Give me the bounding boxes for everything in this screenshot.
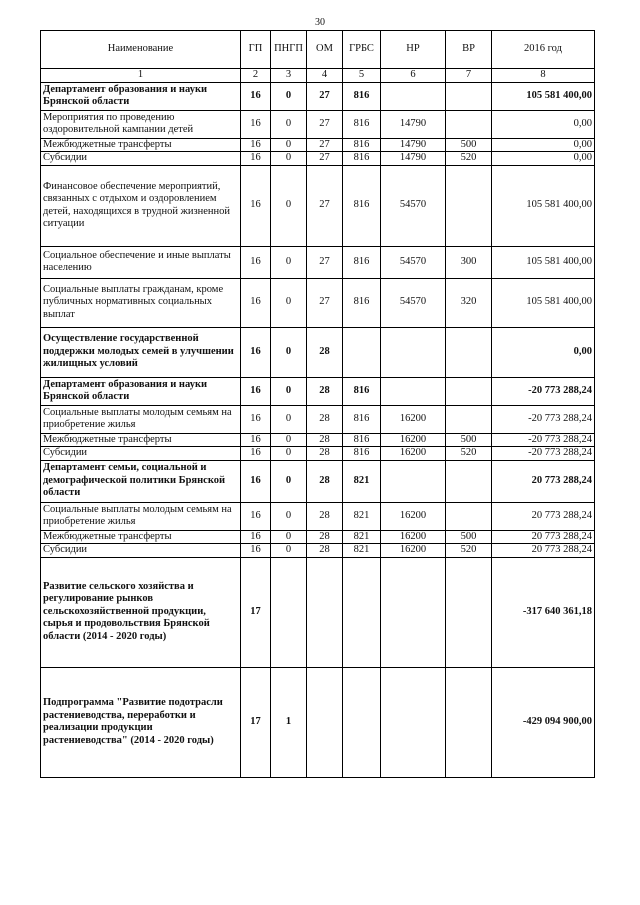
row-grbs: 821 (343, 502, 381, 530)
row-name: Социальное обеспечение и иные выплаты населению (41, 246, 241, 278)
row-name: Межбюджетные трансферты (41, 433, 241, 447)
row-gp: 16 (241, 246, 271, 278)
row-grbs: 816 (343, 377, 381, 405)
row-nr: 14790 (381, 138, 446, 152)
row-vr: 520 (446, 544, 492, 558)
table-row (41, 377, 595, 405)
row-name: Межбюджетные трансферты (41, 138, 241, 152)
col-header-name: Наименование (41, 31, 241, 69)
row-pngp: 0 (271, 460, 307, 502)
table-row (41, 82, 595, 110)
row-pngp: 0 (271, 82, 307, 110)
col-number: 2 (241, 69, 271, 83)
row-om: 28 (307, 405, 343, 433)
row-name: Межбюджетные трансферты (41, 530, 241, 544)
row-om (307, 667, 343, 777)
row-amount: 20 773 288,24 (492, 460, 595, 502)
row-om: 27 (307, 165, 343, 246)
row-name: Осуществление государственной поддержки молодых семей в улучшении жилищных условий (41, 327, 241, 377)
row-amount: -20 773 288,24 (492, 405, 595, 433)
row-nr (381, 460, 446, 502)
row-pngp: 0 (271, 152, 307, 166)
row-grbs: 821 (343, 530, 381, 544)
row-vr (446, 502, 492, 530)
row-nr: 16200 (381, 405, 446, 433)
table-row (41, 530, 595, 544)
row-vr: 500 (446, 530, 492, 544)
table-row (41, 447, 595, 461)
row-om: 27 (307, 278, 343, 327)
row-vr (446, 82, 492, 110)
row-vr (446, 165, 492, 246)
row-nr: 16200 (381, 544, 446, 558)
col-header-grbs: ГРБС (343, 31, 381, 69)
row-pngp: 1 (271, 667, 307, 777)
row-om: 28 (307, 460, 343, 502)
table-row (41, 667, 595, 777)
row-nr: 54570 (381, 165, 446, 246)
row-grbs: 816 (343, 110, 381, 138)
row-nr: 14790 (381, 152, 446, 166)
col-number: 4 (307, 69, 343, 83)
row-pngp: 0 (271, 138, 307, 152)
row-amount: -317 640 361,18 (492, 557, 595, 667)
row-pngp: 0 (271, 246, 307, 278)
row-gp: 16 (241, 405, 271, 433)
col-header-pngp: ПНГП (271, 31, 307, 69)
row-nr: 16200 (381, 433, 446, 447)
row-nr (381, 557, 446, 667)
table-row (41, 138, 595, 152)
row-amount: 0,00 (492, 110, 595, 138)
row-gp: 16 (241, 460, 271, 502)
row-grbs: 816 (343, 82, 381, 110)
row-vr (446, 405, 492, 433)
row-gp: 16 (241, 110, 271, 138)
row-om: 28 (307, 447, 343, 461)
row-amount: -20 773 288,24 (492, 447, 595, 461)
row-name: Департамент семьи, социальной и демографической политики Брянской области (41, 460, 241, 502)
row-name: Департамент образования и науки Брянской области (41, 82, 241, 110)
row-gp: 16 (241, 447, 271, 461)
table-row (41, 110, 595, 138)
row-gp: 17 (241, 557, 271, 667)
row-grbs: 816 (343, 152, 381, 166)
row-pngp: 0 (271, 278, 307, 327)
row-vr: 320 (446, 278, 492, 327)
col-header-gp: ГП (241, 31, 271, 69)
row-grbs: 816 (343, 246, 381, 278)
row-pngp: 0 (271, 433, 307, 447)
table-row (41, 405, 595, 433)
row-gp: 16 (241, 502, 271, 530)
row-vr (446, 667, 492, 777)
col-header-nr: НР (381, 31, 446, 69)
row-amount: 0,00 (492, 138, 595, 152)
table-row (41, 165, 595, 246)
col-number: 6 (381, 69, 446, 83)
row-amount: 105 581 400,00 (492, 82, 595, 110)
row-pngp: 0 (271, 405, 307, 433)
row-vr (446, 327, 492, 377)
row-om: 28 (307, 544, 343, 558)
row-name: Подпрограмма "Развитие подотрасли растениеводства, переработки и реализации продукции растениеводства" (2014 - 2020 годы) (41, 667, 241, 777)
row-grbs: 816 (343, 433, 381, 447)
row-vr: 500 (446, 138, 492, 152)
row-amount: 105 581 400,00 (492, 246, 595, 278)
row-vr: 520 (446, 447, 492, 461)
row-name: Субсидии (41, 152, 241, 166)
row-om: 27 (307, 138, 343, 152)
row-gp: 16 (241, 530, 271, 544)
row-nr: 16200 (381, 502, 446, 530)
row-om: 27 (307, 82, 343, 110)
col-number: 7 (446, 69, 492, 83)
row-grbs: 816 (343, 165, 381, 246)
row-name: Департамент образования и науки Брянской области (41, 377, 241, 405)
row-name: Мероприятия по проведению оздоровительной кампании детей (41, 110, 241, 138)
row-gp: 16 (241, 544, 271, 558)
row-gp: 16 (241, 377, 271, 405)
row-name: Субсидии (41, 544, 241, 558)
row-gp: 16 (241, 152, 271, 166)
row-nr: 16200 (381, 447, 446, 461)
row-name: Социальные выплаты молодым семьям на приобретение жилья (41, 502, 241, 530)
row-name: Развитие сельского хозяйства и регулирование рынков сельскохозяйственной продукции, сырья и продовольствия Брянской области (2014 - 2020 годы) (41, 557, 241, 667)
row-pngp: 0 (271, 447, 307, 461)
row-om: 28 (307, 530, 343, 544)
row-nr: 14790 (381, 110, 446, 138)
row-name: Социальные выплаты молодым семьям на приобретение жилья (41, 405, 241, 433)
row-vr: 500 (446, 433, 492, 447)
table-row (41, 557, 595, 667)
row-nr (381, 377, 446, 405)
header-row (41, 31, 595, 69)
row-gp: 16 (241, 165, 271, 246)
row-vr (446, 460, 492, 502)
row-vr (446, 110, 492, 138)
row-pngp: 0 (271, 544, 307, 558)
row-vr: 520 (446, 152, 492, 166)
row-gp: 16 (241, 327, 271, 377)
table-row (41, 544, 595, 558)
table-row (41, 152, 595, 166)
table-row (41, 433, 595, 447)
row-pngp: 0 (271, 530, 307, 544)
row-amount: -20 773 288,24 (492, 433, 595, 447)
row-grbs: 816 (343, 138, 381, 152)
row-grbs (343, 667, 381, 777)
table-body (41, 82, 595, 777)
row-name: Финансовое обеспечение мероприятий, связанных с отдыхом и оздоровлением детей, находящихся в трудной жизненной ситуации (41, 165, 241, 246)
row-om: 28 (307, 502, 343, 530)
row-om: 28 (307, 377, 343, 405)
row-amount: -20 773 288,24 (492, 377, 595, 405)
page-number: 30 (315, 17, 325, 28)
table-row (41, 327, 595, 377)
col-header-om: ОМ (307, 31, 343, 69)
row-nr: 16200 (381, 530, 446, 544)
row-nr: 54570 (381, 246, 446, 278)
row-om: 27 (307, 110, 343, 138)
column-number-row (41, 69, 595, 83)
row-grbs: 816 (343, 447, 381, 461)
row-pngp (271, 557, 307, 667)
row-nr: 54570 (381, 278, 446, 327)
row-om: 28 (307, 433, 343, 447)
row-grbs: 816 (343, 405, 381, 433)
row-amount: 20 773 288,24 (492, 530, 595, 544)
row-nr (381, 667, 446, 777)
row-pngp: 0 (271, 377, 307, 405)
row-amount: 20 773 288,24 (492, 544, 595, 558)
col-header-vr: ВР (446, 31, 492, 69)
col-number: 1 (41, 69, 241, 83)
row-om: 27 (307, 152, 343, 166)
col-number: 8 (492, 69, 595, 83)
row-gp: 17 (241, 667, 271, 777)
row-grbs (343, 327, 381, 377)
row-amount: 0,00 (492, 152, 595, 166)
row-nr (381, 327, 446, 377)
row-pngp: 0 (271, 327, 307, 377)
col-number: 3 (271, 69, 307, 83)
row-grbs: 821 (343, 460, 381, 502)
row-om: 28 (307, 327, 343, 377)
row-amount: 20 773 288,24 (492, 502, 595, 530)
table-row (41, 246, 595, 278)
row-nr (381, 82, 446, 110)
row-amount: -429 094 900,00 (492, 667, 595, 777)
row-om (307, 557, 343, 667)
row-name: Субсидии (41, 447, 241, 461)
table-row (41, 278, 595, 327)
row-name: Социальные выплаты гражданам, кроме публичных нормативных социальных выплат (41, 278, 241, 327)
row-pngp: 0 (271, 502, 307, 530)
row-amount: 105 581 400,00 (492, 165, 595, 246)
row-gp: 16 (241, 138, 271, 152)
row-grbs (343, 557, 381, 667)
row-amount: 0,00 (492, 327, 595, 377)
row-gp: 16 (241, 278, 271, 327)
row-vr (446, 377, 492, 405)
table-row (41, 460, 595, 502)
row-grbs: 821 (343, 544, 381, 558)
row-gp: 16 (241, 82, 271, 110)
col-number: 5 (343, 69, 381, 83)
row-om: 27 (307, 246, 343, 278)
budget-table (40, 30, 595, 778)
row-grbs: 816 (343, 278, 381, 327)
row-amount: 105 581 400,00 (492, 278, 595, 327)
col-header-year: 2016 год (492, 31, 595, 69)
row-gp: 16 (241, 433, 271, 447)
row-pngp: 0 (271, 165, 307, 246)
row-vr: 300 (446, 246, 492, 278)
row-vr (446, 557, 492, 667)
table-row (41, 502, 595, 530)
row-pngp: 0 (271, 110, 307, 138)
